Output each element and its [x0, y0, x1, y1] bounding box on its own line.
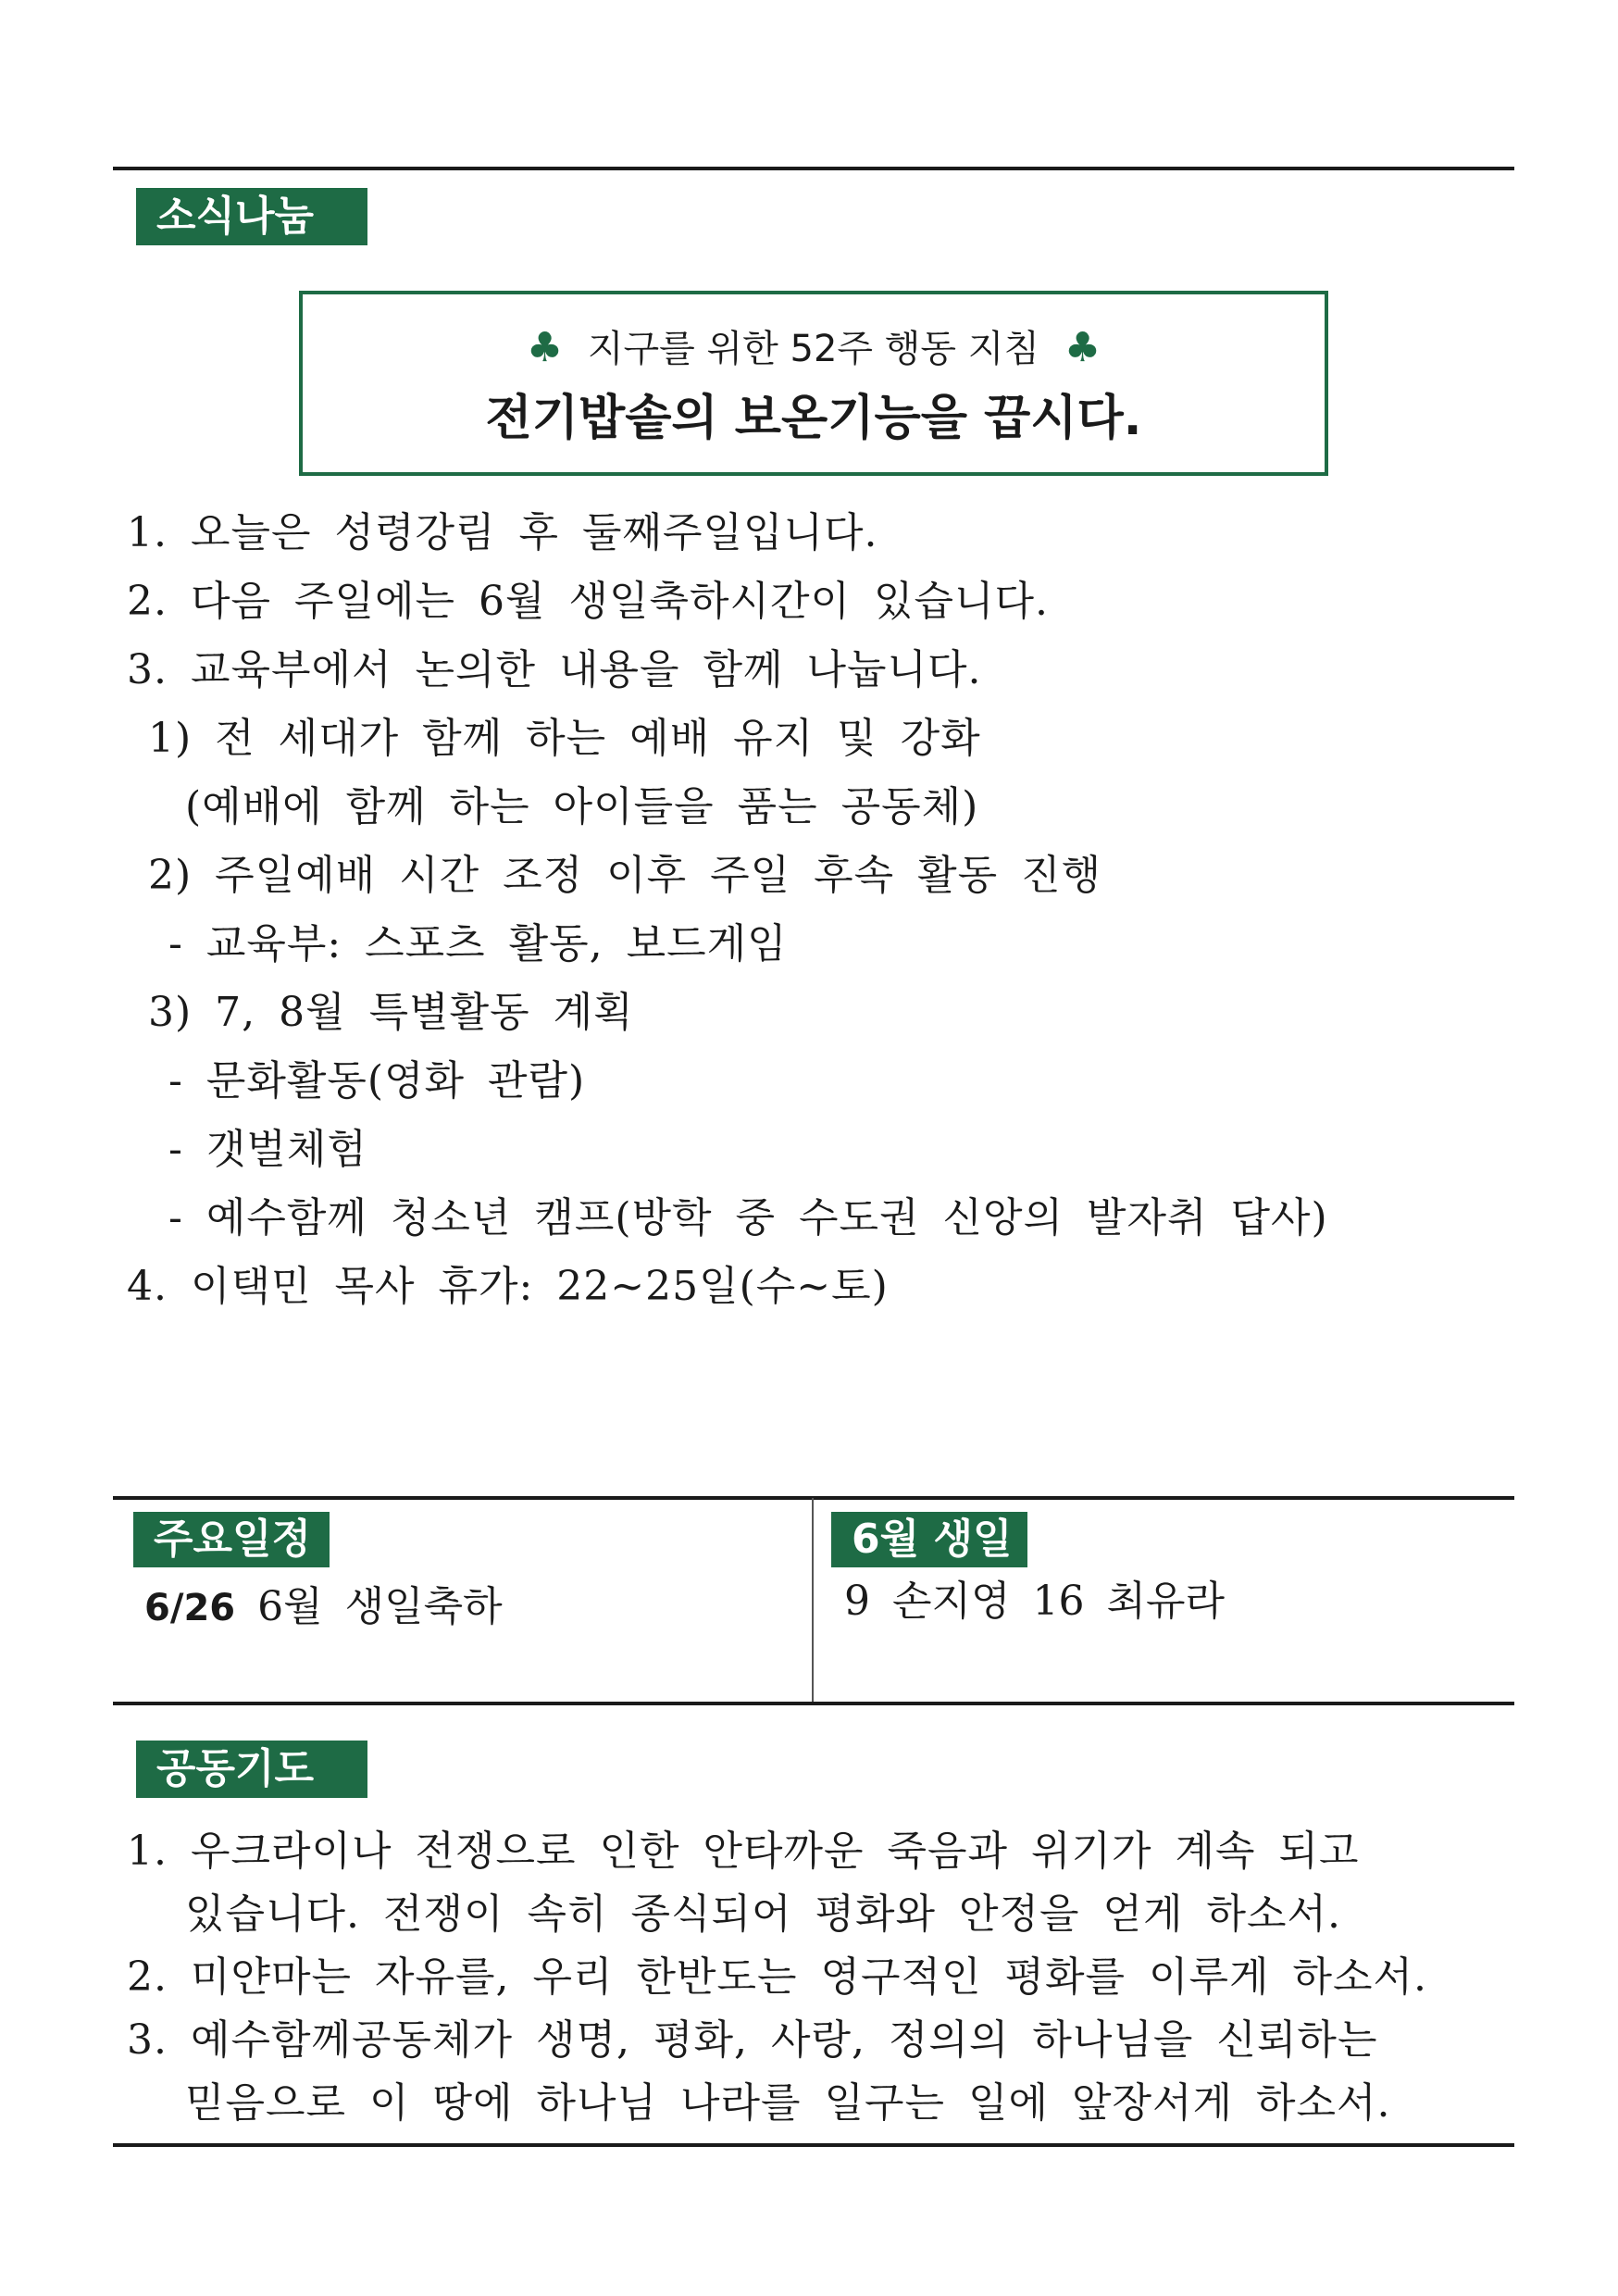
top-rule — [113, 167, 1514, 170]
prayer-item: 3. 예수함께공동체가 생명, 평화, 사랑, 정의의 하나님을 신뢰하는 — [127, 2016, 1378, 2064]
action-guide-title: 전기밥솥의 보온기능을 끕시다. — [485, 391, 1142, 446]
prayer-section-label: 공동기도 — [136, 1741, 367, 1798]
action-guide-box — [299, 291, 1328, 476]
schedule-top-rule — [113, 1496, 1514, 1500]
news-subitem: - 교육부: 스포츠 활동, 보드게임 — [168, 920, 788, 967]
clubs-icon: ♣ — [1064, 324, 1101, 371]
news-item: 4. 이택민 목사 휴가: 22~25일(수~토) — [127, 1263, 889, 1310]
news-subitem: 3) 7, 8월 특별활동 계획 — [148, 989, 634, 1036]
news-section-label: 소식나눔 — [136, 188, 367, 245]
news-subitem: - 문화활동(영화 관람) — [168, 1057, 586, 1104]
schedule-bottom-rule — [113, 1702, 1514, 1705]
schedule-entry — [144, 1581, 503, 1634]
news-item: 3. 교육부에서 논의한 내용을 함께 나눕니다. — [127, 646, 982, 693]
clubs-icon: ♣ — [526, 324, 564, 371]
news-item: 2. 다음 주일에는 6월 생일축하시간이 있습니다. — [127, 578, 1049, 625]
news-subitem: - 갯벌체험 — [168, 1126, 367, 1173]
news-subitem: (예배에 함께 하는 아이들을 품는 공동체) — [185, 783, 979, 830]
schedule-column-divider — [812, 1498, 814, 1702]
prayer-item-continued: 믿음으로 이 땅에 하나님 나라를 일구는 일에 앞장서게 하소서. — [185, 2079, 1391, 2127]
bottom-rule — [113, 2143, 1514, 2147]
schedule-date: 6/26 — [144, 1587, 236, 1629]
news-subitem: 2) 주일예배 시간 조정 이후 주일 후속 활동 진행 — [148, 852, 1102, 899]
news-subitem: - 예수함께 청소년 캠프(방학 중 수도권 신앙의 발자취 답사) — [168, 1194, 1328, 1242]
action-guide-subtitle-text: 지구를 위한 52주 행동 지침 — [587, 328, 1040, 370]
birthdays-list: 9 손지영 16 최유라 — [844, 1578, 1225, 1625]
prayer-item-continued: 있습니다. 전쟁이 속히 종식되어 평화와 안정을 얻게 하소서. — [185, 1890, 1341, 1938]
schedule-label: 주요일정 — [133, 1512, 330, 1567]
schedule-event: 6월 생일축하 — [257, 1583, 503, 1630]
action-guide-subtitle — [303, 324, 1325, 373]
prayer-item: 1. 우크라이나 전쟁으로 인한 안타까운 죽음과 위기가 계속 되고 — [127, 1828, 1360, 1875]
news-item: 1. 오늘은 성령강림 후 둘째주일입니다. — [127, 509, 878, 556]
prayer-item: 2. 미얀마는 자유를, 우리 한반도는 영구적인 평화를 이루게 하소서. — [127, 1953, 1427, 2001]
birthdays-label: 6월 생일 — [831, 1512, 1027, 1567]
news-subitem: 1) 전 세대가 함께 하는 예배 유지 및 강화 — [148, 715, 981, 762]
